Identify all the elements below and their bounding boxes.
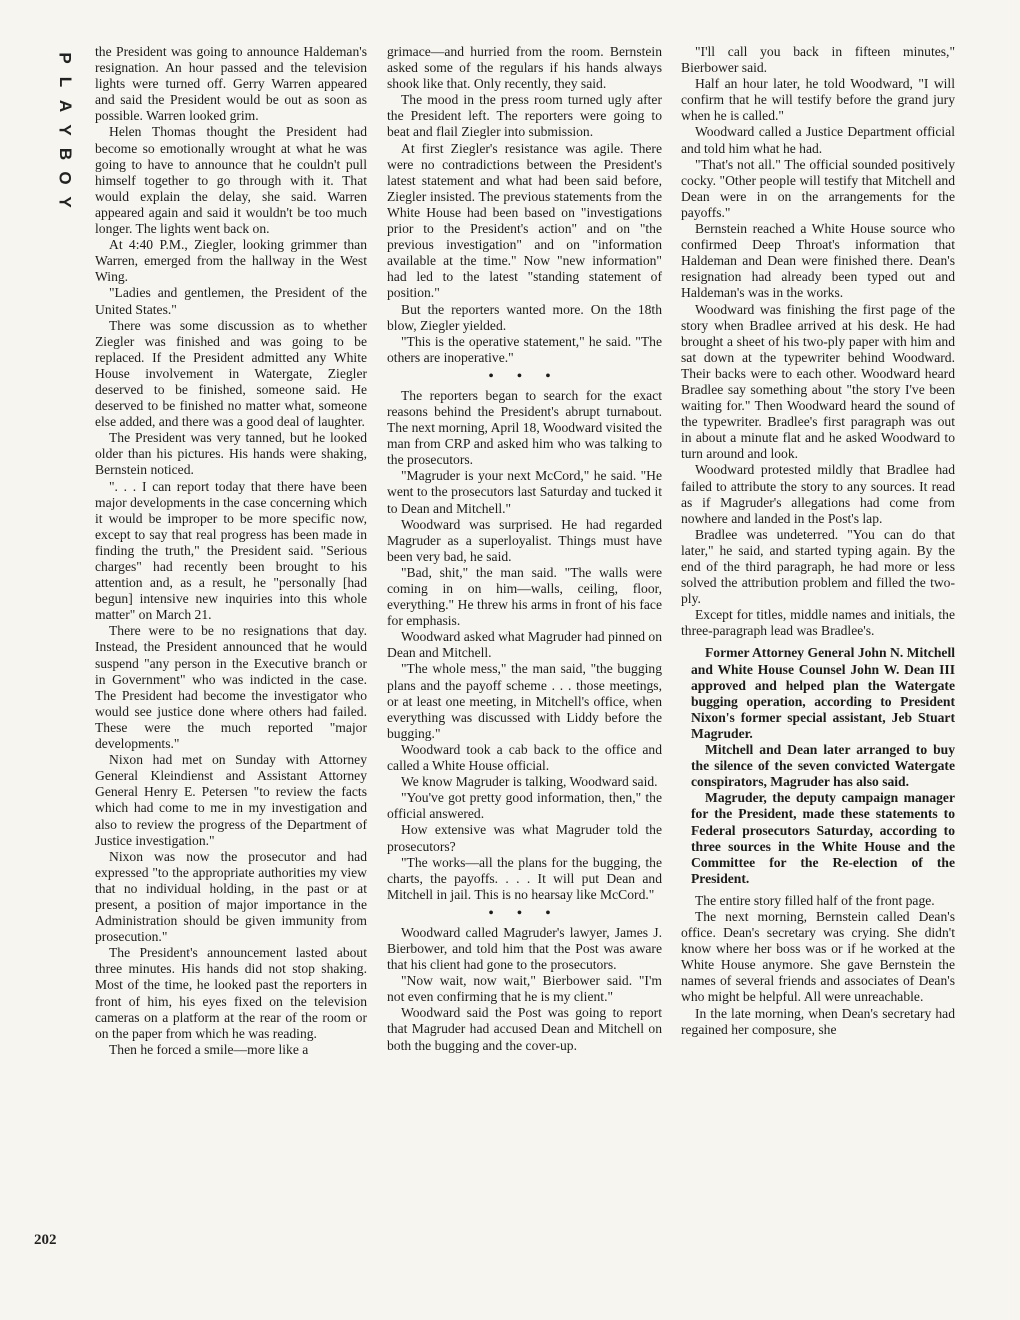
paragraph: grimace—and hurried from the room. Bernstein asked some of the regulars if his hands always shook like that. Only recently, they said.	[387, 44, 662, 92]
paragraph: Then he forced a smile—more like a	[109, 1041, 309, 1057]
paragraph: "The works—all the plans for the bugging, the charts, the payoffs. . . . It will put Dean and Mitchell in jail. This is no hearsay like McCord."	[387, 854, 662, 902]
paragraph: Helen Thomas thought the President had become so emotionally wrought at what he was going to have to announce that he couldn't pull himself together to go through with it. That would explain the delay, she said. Warren appeared again and said it wouldn't be too much longer. The lights went back on.	[95, 124, 367, 237]
masthead-playboy	[52, 46, 78, 214]
quote-paragraph: Former Attorney General John N. Mitchell and White House Counsel John W. Dean III approved and helped plan the Watergate bugging operation, according to President Nixon's former special assistant, Jeb Stuart Magruder.	[691, 645, 955, 741]
paragraph: How extensive was what Magruder told the prosecutors?	[387, 822, 662, 854]
paragraph: At first Ziegler's resistance was agile. There were no contradictions between the President's latest statement and what had been said before, Ziegler insisted. The previous statements from the White House had been based on "investigations prior to the President's action" and on "the previous investigation" and on "information available at the time." Now "new information" had led to the latest "standing statement of position."	[387, 140, 662, 301]
paragraph: the President was going to announce Haldeman's resignation. An hour passed and the television lights were turned off. Gerry Warren appeared and said the President would be out as soon as possible. Warren looked grim.	[95, 44, 367, 124]
masthead-letter: Y	[56, 124, 75, 136]
paragraph: "Bad, shit," the man said. "The walls were coming in on him—walls, ceiling, floor, everything." He threw his arms in front of his face for emphasis.	[387, 564, 662, 629]
paragraph: Bernstein reached a White House source who confirmed Deep Throat's information that Haldeman and Dean were finished there. Dean's resignation had already been typed out and Haldeman's was in the works.	[681, 221, 955, 301]
masthead-letter: L	[55, 76, 75, 88]
paragraph: We know Magruder is talking, Woodward said.	[401, 774, 658, 790]
paragraph: "Magruder is your next McCord," he said. "He went to the prosecutors last Saturday and tucked it to Dean and Mitchell."	[387, 468, 662, 516]
paragraph: At 4:40 P.M., Ziegler, looking grimmer than Warren, emerged from the hallway in the West Wing.	[95, 237, 367, 285]
paragraph: The reporters began to search for the exact reasons behind the President's abrupt turnabout. The next morning, April 18, Woodward visited the man from CRP and asked him who was talking to the prosecutors.	[387, 387, 662, 468]
paragraph: Except for titles, middle names and initials, the three-paragraph lead was Bradlee's.	[681, 607, 955, 639]
story-lead-quote	[691, 645, 955, 886]
section-separator: • • •	[488, 368, 561, 384]
paragraph: Woodward called Magruder's lawyer, James J. Bierbower, and told him that the Post was aware that his client had gone to the prosecutors.	[387, 924, 662, 973]
paragraph: "That's not all." The official sounded positively cocky. "Other people will testify that Mitchell and Dean were in on the arrangements for the payoffs."	[681, 156, 955, 220]
column-2	[387, 44, 662, 1054]
paragraph: Woodward said the Post was going to report that Magruder had accused Dean and Mitchell on both the bugging and the cover-up.	[387, 1005, 662, 1053]
column-3	[681, 44, 955, 1038]
paragraph: Woodward took a cab back to the office and called a White House official.	[387, 741, 662, 774]
paragraph: "Now wait, now wait," Bierbower said. "I'm not even confirming that he is my client."	[387, 973, 662, 1005]
paragraph: "The whole mess," the man said, "the bugging plans and the payoff scheme . . . those meetings, or at least one meeting, in Mitchell's office, when everything was discussed with Liddy before the bugging."	[387, 661, 662, 741]
section-separator: • • •	[488, 905, 561, 921]
paragraph: Woodward asked what Magruder had pinned on Dean and Mitchell.	[387, 629, 662, 661]
paragraph: The President was very tanned, but he looked older than his pictures. His hands were shaking, Bernstein noticed.	[95, 430, 367, 478]
paragraph: "This is the operative statement," he said. "The others are inoperative."	[387, 333, 662, 365]
masthead-letter: B	[56, 147, 75, 161]
paragraph: "You've got pretty good information, then," the official answered.	[387, 790, 662, 822]
masthead-letter: P	[56, 52, 75, 64]
paragraph: Woodward was finishing the first page of the story when Bradlee arrived at his desk. He had brought a sheet of his two-ply paper with him and sat down at the typewriter behind Woodward. Their backs were to each other. Woodward heard Bradlee say something about "the story I've been waiting for." Then Woodward heard the sound of the typewriter. Bradlee's first paragraph was out in about a minute flat and he asked Woodward to turn around and look.	[681, 301, 955, 462]
paragraph: The next morning, Bernstein called Dean's office. Dean's secretary was crying. She didn't know where her boss was or if he worked at the White House anymore. She gave Bernstein the names of several friends and associates of Dean's who might be helpful. All were unreachable.	[681, 908, 955, 1005]
paragraph: In the late morning, when Dean's secretary had regained her composure, she	[681, 1005, 955, 1037]
paragraph: Half an hour later, he told Woodward, "I will confirm that he will testify before the grand jury when he is called."	[681, 76, 955, 124]
masthead-letter: O	[55, 171, 75, 185]
paragraph: Woodward protested mildly that Bradlee had failed to attribute the story to any sources. It read as if Magruder's allegations had come from nowhere and landed in the Post's lap.	[681, 462, 955, 526]
paragraph: "Ladies and gentlemen, the President of the United States."	[95, 285, 367, 317]
paragraph: Nixon was now the prosecutor and had expressed "to the appropriate authorities my view that no individual holding, in the past or at present, a position of major importance in the Administration should be given immunity from prosecution."	[95, 848, 367, 945]
paragraph: Woodward called a Justice Department official and told him what he had.	[681, 124, 955, 156]
page-number: 202	[34, 1232, 57, 1248]
paragraph: The entire story filled half of the front page.	[695, 892, 935, 908]
paragraph: But the reporters wanted more. On the 18th blow, Ziegler yielded.	[387, 301, 662, 333]
paragraph: The President's announcement lasted about three minutes. His hands did not stop shaking. Most of the time, he looked past the reporters in front of him, his eyes fixed on the television cameras on a platform at the rear of the room or on the paper from which he was reading.	[95, 945, 367, 1041]
masthead-letter: Y	[56, 196, 75, 208]
quote-paragraph: Mitchell and Dean later arranged to buy the silence of the seven convicted Watergate conspirators, Magruder has also said.	[691, 742, 955, 790]
paragraph: "I'll call you back in fifteen minutes," Bierbower said.	[681, 44, 955, 76]
quote-paragraph: Magruder, the deputy campaign manager for the President, made these statements to Federal prosecutors Saturday, according to three sources in the White House and the Committee for the Re-election of the President.	[691, 790, 955, 886]
paragraph: The mood in the press room turned ugly after the President left. The reporters were going to beat and flail Ziegler into submission.	[387, 92, 662, 140]
column-1	[95, 44, 367, 1058]
paragraph: Bradlee was undeterred. "You can do that later," he said, and started typing again. By the end of the third paragraph, he had more or less solved the attribution problem and filled the two-ply.	[681, 526, 955, 607]
paragraph: ". . . I can report today that there have been major developments in the case concerning which it would be improper to be more specific now, except to say that real progress has been made in finding the truth," the President said. "Serious charges" had recently been brought to his attention and, as a result, he "personally [had begun] intensive new inquiries into this whole matter" on March 21.	[95, 478, 367, 623]
paragraph: Nixon had met on Sunday with Attorney General Kleindienst and Assistant Attorney General Henry E. Petersen "to review the facts which had come to me in my investigation and also to review the progress of the Department of Justice investigation."	[95, 752, 367, 848]
paragraph: There was some discussion as to whether Ziegler was finished and was going to be replaced. If the President admitted any White House involvement in Watergate, Ziegler deserved to be finished, someone said. He deserved to be finished no matter what, someone else added, and there was a good deal of laughter.	[95, 317, 367, 430]
paragraph: Woodward was surprised. He had regarded Magruder as a superloyalist. Things must have been very bad, he said.	[387, 516, 662, 564]
masthead-letter: A	[56, 99, 75, 113]
paragraph: There were to be no resignations that day. Instead, the President announced that he would suspend "any person in the Executive branch or in Government" who was indicted in the case. The President had become the investigator who would see justice done where others had failed. These were the much reported "major developments."	[95, 623, 367, 752]
